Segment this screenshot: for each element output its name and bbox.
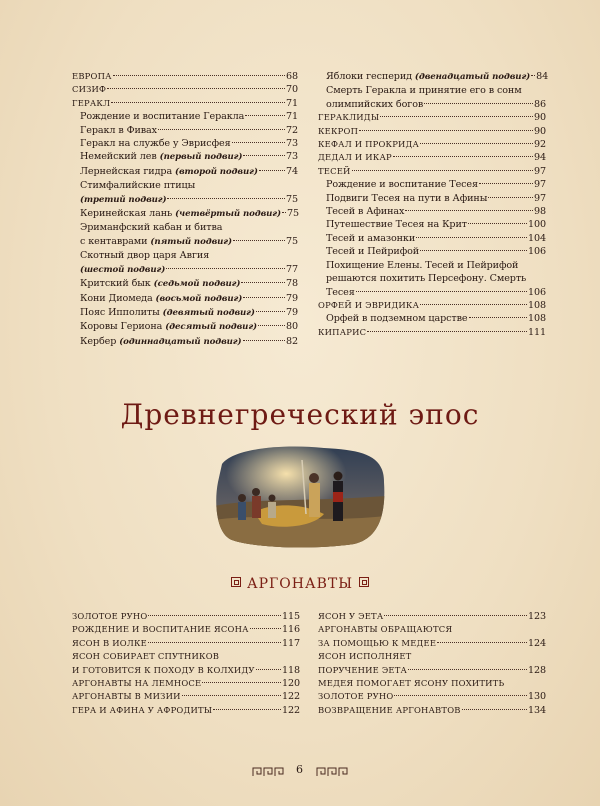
toc-entry-title: ЯСОН В ИОЛКЕ <box>72 637 147 648</box>
toc-entry-note: (девятый подвиг) <box>162 307 255 318</box>
dot-leader <box>243 340 285 341</box>
toc-entry <box>318 84 546 97</box>
toc-entry <box>318 259 546 272</box>
toc-entry-page: 100 <box>527 219 546 231</box>
toc-entry <box>318 637 546 650</box>
dot-leader <box>468 223 527 224</box>
toc-entry-page: 118 <box>281 664 300 676</box>
dot-leader <box>107 88 285 89</box>
toc-entry-title: АРГОНАВТЫ НА ЛЕМНОСЕ <box>72 678 202 689</box>
toc-entry-page: 79 <box>285 292 298 304</box>
toc-entry-title: ТЕСЕЙ <box>318 165 351 176</box>
dot-leader <box>416 237 527 238</box>
toc-entry-title: Похищение Елены. Тесей и Пейрифой <box>326 259 519 271</box>
toc-entry <box>72 70 298 83</box>
toc-entry-title: Рождение и воспитание Тесея <box>326 179 478 191</box>
toc-entry-title: Керинейская лань <box>80 208 173 220</box>
toc-entry <box>72 277 298 291</box>
toc-entry <box>318 312 546 325</box>
toc-entry-title: Тесея <box>326 286 355 298</box>
toc-entry-title: СИЗИФ <box>72 84 107 95</box>
toc-entry-title: КЕФАЛ И ПРОКРИДА <box>318 139 420 150</box>
toc-entry <box>318 218 546 231</box>
toc-entry-title: Кони Диомеда <box>80 292 153 304</box>
toc-entry-title: Рождение и воспитание Геракла <box>80 111 245 123</box>
toc-entry-page: 134 <box>527 704 546 716</box>
toc-entry-page: 75 <box>285 235 298 247</box>
toc-entry-title: Тесей и амазонки <box>326 232 416 244</box>
toc-entry-title: Стимфалийские птицы <box>80 180 196 192</box>
toc-entry <box>318 664 546 677</box>
toc-entry <box>72 124 298 137</box>
toc-entry <box>318 245 546 258</box>
dot-leader <box>405 210 533 211</box>
toc-entry-title: с кентаврами <box>80 235 148 247</box>
toc-entry-note: (двенадцатый подвиг) <box>414 72 531 82</box>
toc-entry-title: ЗА ПОМОЩЬЮ К МЕДЕЕ <box>318 637 437 648</box>
toc-entry-page: 97 <box>533 165 546 177</box>
toc-entry-page: 122 <box>281 704 300 716</box>
dot-leader <box>531 75 535 76</box>
toc-entry-title: ПОРУЧЕНИЕ ЭЕТА <box>318 664 408 675</box>
toc-entry <box>318 272 546 285</box>
toc-entry-page: 120 <box>281 678 300 690</box>
toc-entry <box>318 623 546 636</box>
argonauts-illustration <box>214 442 386 548</box>
toc-entry-title: ВОЗВРАЩЕНИЕ АРГОНАВТОВ <box>318 704 461 715</box>
toc-entry-page: 71 <box>285 97 298 109</box>
toc-entry <box>318 138 546 151</box>
dot-leader <box>488 197 533 198</box>
dot-leader <box>479 183 533 184</box>
dot-leader <box>245 115 285 116</box>
toc-entry-title: ЕВРОПА <box>72 71 112 81</box>
toc-entry <box>72 637 300 650</box>
toc-entry-page: 108 <box>527 299 546 311</box>
toc-entry <box>318 326 546 339</box>
toc-entry-title: ЗОЛОТОЕ РУНО <box>318 691 394 702</box>
toc-entry-note: (второй подвиг) <box>175 166 258 177</box>
dot-leader <box>243 155 285 156</box>
toc-column-top-right <box>318 70 549 339</box>
toc-entry <box>318 286 546 299</box>
toc-entry <box>318 610 546 623</box>
toc-entry <box>72 623 300 636</box>
toc-entry-title: Пояс Ипполиты <box>80 306 160 318</box>
toc-entry-page: 90 <box>533 125 546 137</box>
toc-entry <box>72 110 298 123</box>
toc-entry-page: 116 <box>281 624 300 636</box>
toc-entry <box>318 178 546 191</box>
dot-leader <box>352 170 533 171</box>
toc-entry <box>72 335 298 349</box>
dot-leader <box>258 325 285 326</box>
dot-leader <box>256 669 281 670</box>
dot-leader <box>259 170 285 171</box>
toc-entry <box>72 677 300 690</box>
toc-entry-title: КИПАРИС <box>318 326 367 337</box>
dot-leader <box>256 311 285 312</box>
toc-entry-title: Подвиги Тесея на пути в Афины <box>326 192 488 204</box>
toc-column-bottom-right <box>318 610 546 717</box>
toc-entry-title: Кербер <box>80 335 117 347</box>
toc-entry-page: 70 <box>285 84 298 96</box>
toc-entry <box>318 205 546 218</box>
toc-entry-page: 75 <box>285 193 298 205</box>
toc-entry-page: 97 <box>533 192 546 204</box>
toc-entry <box>72 704 300 717</box>
toc-entry-title: Лернейская гидра <box>80 165 173 177</box>
dot-leader <box>241 282 285 283</box>
dot-leader <box>232 142 285 143</box>
toc-entry <box>72 221 298 234</box>
toc-entry <box>72 193 298 207</box>
dot-leader <box>148 615 281 616</box>
dot-leader <box>356 291 527 292</box>
dot-leader <box>420 143 533 144</box>
dot-leader <box>367 331 527 332</box>
toc-entry-title: ЯСОН СОБИРАЕТ СПУТНИКОВ <box>72 651 220 662</box>
toc-entry <box>72 650 300 663</box>
toc-entry <box>318 299 546 312</box>
toc-entry-page: 115 <box>281 611 300 622</box>
toc-entry-title: ГЕРАКЛИДЫ <box>318 112 380 123</box>
toc-entry-page: 75 <box>287 208 300 220</box>
toc-entry <box>318 70 549 84</box>
section-title: Древнегреческий эпос <box>120 398 480 431</box>
toc-entry <box>318 111 546 124</box>
dot-leader <box>437 642 527 643</box>
toc-entry <box>72 263 298 277</box>
toc-entry <box>318 125 546 138</box>
dot-leader <box>158 129 285 130</box>
toc-entry-note: (первый подвиг) <box>159 152 243 163</box>
toc-entry-page: 123 <box>527 611 546 622</box>
dot-leader <box>420 304 527 305</box>
toc-entry-page: 117 <box>281 637 300 649</box>
dot-leader <box>462 709 527 710</box>
toc-entry <box>72 179 298 192</box>
toc-entry-page: 108 <box>527 313 546 325</box>
toc-entry <box>72 235 298 249</box>
toc-entry-title: ДЕДАЛ И ИКАР <box>318 152 392 163</box>
toc-entry-title: ЯСОН У ЭЕТА <box>318 611 384 621</box>
toc-entry-page: 111 <box>527 326 546 338</box>
toc-entry-page: 80 <box>285 321 298 333</box>
toc-entry-page: 74 <box>285 165 298 177</box>
toc-entry-title: Скотный двор царя Авгия <box>80 250 210 262</box>
toc-entry <box>318 677 546 690</box>
toc-entry <box>318 690 546 703</box>
toc-entry <box>72 137 298 150</box>
toc-entry-note: (третий подвиг) <box>80 194 167 205</box>
toc-entry-page: 130 <box>527 691 546 703</box>
toc-entry-title: Яблоки гесперид <box>326 71 412 82</box>
toc-entry-title: Немейский лев <box>80 151 157 163</box>
dot-leader <box>250 628 281 629</box>
toc-entry-title: Тесей в Афинах <box>326 206 405 218</box>
toc-entry-title: решаются похитить Персефону. Смерть <box>326 273 527 285</box>
meander-ornament-icon <box>231 577 241 587</box>
toc-entry <box>72 320 298 334</box>
meander-ornament-icon <box>359 577 369 587</box>
toc-entry-title: КЕКРОП <box>318 125 359 136</box>
toc-entry <box>318 704 546 717</box>
toc-entry <box>72 292 298 306</box>
toc-entry-page: 97 <box>533 179 546 191</box>
page-footer <box>0 763 600 783</box>
toc-entry-title: Коровы Гериона <box>80 321 163 333</box>
greek-key-ornament-icon <box>252 767 286 777</box>
toc-entry-page: 86 <box>533 98 546 110</box>
toc-entry-title: Путешествие Тесея на Крит <box>326 219 467 231</box>
toc-entry <box>72 249 298 262</box>
toc-entry-note: (седьмой подвиг) <box>153 279 241 290</box>
toc-entry <box>318 232 546 245</box>
toc-entry-page: 90 <box>533 112 546 124</box>
toc-entry-title: Тесей и Пейрифой <box>326 246 420 258</box>
toc-entry-page: 72 <box>285 124 298 136</box>
toc-entry <box>72 165 298 179</box>
dot-leader <box>182 695 281 696</box>
toc-entry-page: 128 <box>527 664 546 676</box>
toc-entry <box>318 192 546 205</box>
toc-entry-page: 73 <box>285 151 298 163</box>
toc-entry-title: АРГОНАВТЫ В МИЗИИ <box>72 691 181 702</box>
dot-leader <box>394 695 527 696</box>
toc-entry-page: 79 <box>285 306 298 318</box>
dot-leader <box>384 615 527 616</box>
dot-leader <box>233 240 285 241</box>
toc-entry-page: 84 <box>536 71 549 82</box>
dot-leader <box>202 682 281 683</box>
dot-leader <box>111 102 285 103</box>
toc-entry-page: 106 <box>527 286 546 298</box>
toc-entry-page: 77 <box>285 263 298 275</box>
toc-entry-note: (восьмой подвиг) <box>155 293 243 304</box>
dot-leader <box>113 75 285 76</box>
toc-entry-title: ОРФЕЙ И ЭВРИДИКА <box>318 299 420 310</box>
toc-entry-title: И ГОТОВИТСЯ К ПОХОДУ В КОЛХИДУ <box>72 664 255 675</box>
toc-entry-title: РОЖДЕНИЕ И ВОСПИТАНИЕ ЯСОНА <box>72 624 249 635</box>
toc-entry-note: (пятый подвиг) <box>150 236 232 247</box>
toc-entry <box>72 664 300 677</box>
toc-entry-title: АРГОНАВТЫ ОБРАЩАЮТСЯ <box>318 624 453 635</box>
toc-entry-title: олимпийских богов <box>326 98 424 110</box>
dot-leader <box>243 297 285 298</box>
toc-entry-page: 98 <box>533 206 546 218</box>
toc-entry-title: Критский бык <box>80 278 151 290</box>
toc-entry <box>72 207 298 221</box>
toc-entry-title: Смерть Геракла и принятие его в сонм <box>326 85 522 97</box>
page-number: 6 <box>296 763 303 776</box>
subsection-title: АРГОНАВТЫ <box>0 576 600 592</box>
toc-entry-page: 73 <box>285 138 298 150</box>
toc-entry-title: Геракл в Фивах <box>80 124 157 136</box>
dot-leader <box>213 709 281 710</box>
toc-column-bottom-left <box>72 610 300 717</box>
toc-entry-page: 94 <box>533 152 546 164</box>
toc-entry-page: 124 <box>527 637 546 649</box>
toc-entry <box>318 151 546 164</box>
toc-entry-page: 92 <box>533 139 546 151</box>
dot-leader <box>420 250 527 251</box>
toc-entry-note: (одиннадцатый подвиг) <box>119 336 242 347</box>
toc-entry-page: 106 <box>527 246 546 258</box>
dot-leader <box>408 669 527 670</box>
toc-entry <box>72 610 300 623</box>
toc-entry <box>318 98 546 111</box>
toc-entry-title: МЕДЕЯ ПОМОГАЕТ ЯСОНУ ПОХИТИТЬ <box>318 678 505 689</box>
greek-key-ornament-icon <box>314 767 348 777</box>
dot-leader <box>166 268 285 269</box>
toc-column-top-left <box>72 70 298 349</box>
dot-leader <box>424 103 533 104</box>
dot-leader <box>359 130 533 131</box>
toc-entry-page: 71 <box>285 111 298 123</box>
toc-entry-note: (шестой подвиг) <box>80 264 166 275</box>
toc-entry-note: (четвёртый подвиг) <box>175 209 282 220</box>
toc-entry-note: (десятый подвиг) <box>165 322 258 333</box>
toc-entry <box>72 150 298 164</box>
toc-entry <box>72 97 298 110</box>
toc-entry-title: Эриманфский кабан и битва <box>80 222 223 234</box>
toc-entry <box>72 83 298 96</box>
dot-leader <box>380 116 533 117</box>
dot-leader <box>282 212 286 213</box>
dot-leader <box>469 317 527 318</box>
toc-entry-page: 122 <box>281 691 300 703</box>
toc-entry <box>318 650 546 663</box>
toc-entry-title: ЗОЛОТОЕ РУНО <box>72 611 148 621</box>
toc-entry <box>72 306 298 320</box>
toc-entry-page: 104 <box>527 232 546 244</box>
dot-leader <box>167 198 285 199</box>
toc-entry-title: ГЕРАКЛ <box>72 97 111 108</box>
toc-entry-title: ЯСОН ИСПОЛНЯЕТ <box>318 651 412 662</box>
toc-entry-page: 82 <box>285 335 298 347</box>
toc-entry <box>318 165 546 178</box>
toc-entry-title: Орфей в подземном царстве <box>326 313 468 325</box>
dot-leader <box>148 642 281 643</box>
toc-entry-page: 78 <box>285 278 298 290</box>
dot-leader <box>393 156 533 157</box>
toc-entry-page: 68 <box>285 71 298 82</box>
toc-entry <box>72 690 300 703</box>
toc-entry-title: ГЕРА И АФИНА У АФРОДИТЫ <box>72 704 213 715</box>
toc-entry-title: Геракл на службе у Эврисфея <box>80 138 231 150</box>
